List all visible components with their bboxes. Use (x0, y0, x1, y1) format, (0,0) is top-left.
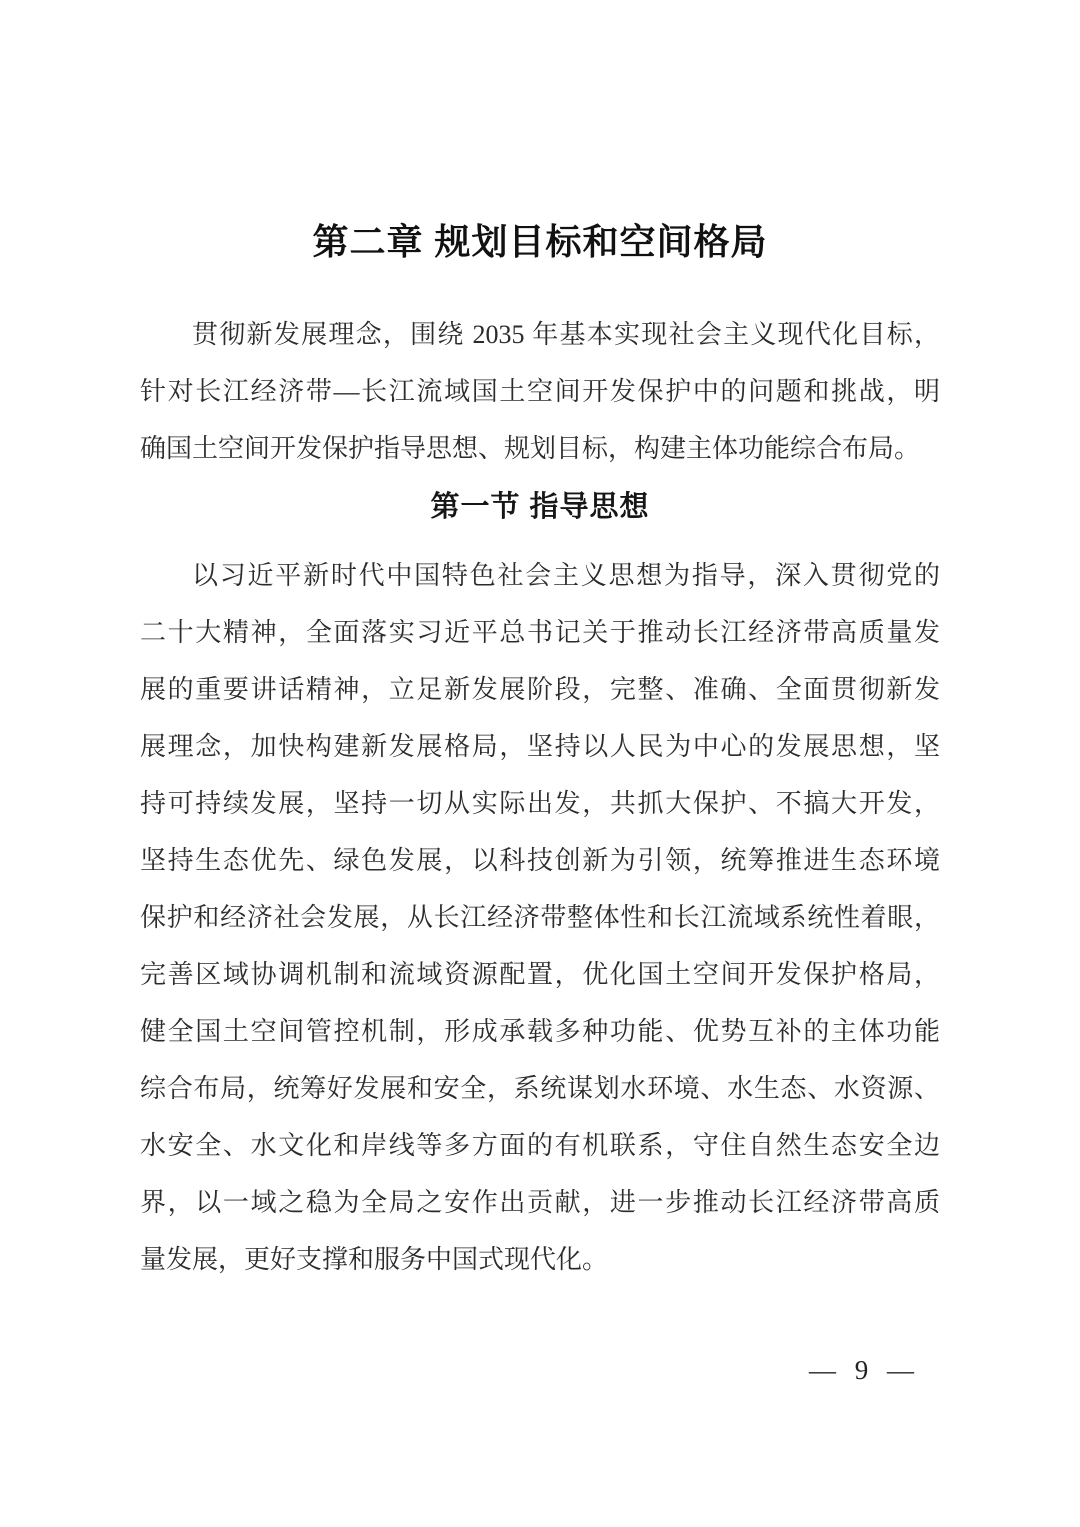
section-title: 第一节 指导思想 (430, 491, 650, 523)
text-line: 界，以一域之稳为全局之安作出贡献，进一步推动长江经济带高质 (140, 1188, 940, 1217)
text-line: 保护和经济社会发展，从长江经济带整体性和长江流域系统性着眼， (140, 903, 940, 932)
text-line: 展理念，加快构建新发展格局，坚持以人民为中心的发展思想，坚 (140, 732, 940, 761)
text-line: 量发展，更好支撑和服务中国式现代化。 (140, 1245, 609, 1274)
text-line: 持可持续发展，坚持一切从实际出发，共抓大保护、不搞大开发， (140, 789, 940, 818)
text-line: 完善区域协调机制和流域资源配置，优化国土空间开发保护格局， (140, 960, 940, 989)
text-line: 二十大精神，全面落实习近平总书记关于推动长江经济带高质量发 (140, 618, 940, 647)
guiding-ideology-paragraph (140, 547, 940, 1288)
text-line: 综合布局，统筹好发展和安全，系统谋划水环境、水生态、水资源、 (140, 1074, 940, 1103)
intro-paragraph (140, 306, 940, 477)
chapter-title: 第二章 规划目标和空间格局 (312, 221, 768, 262)
text-line: 针对长江经济带—长江流域国土空间开发保护中的问题和挑战，明 (140, 377, 940, 406)
text-line: 贯彻新发展理念，围绕 2035 年基本实现社会主义现代化目标， (192, 320, 940, 349)
text-line: 健全国土空间管控机制，形成承载多种功能、优势互补的主体功能 (140, 1017, 940, 1046)
text-line: 坚持生态优先、绿色发展，以科技创新为引领，统筹推进生态环境 (140, 846, 940, 875)
text-line: 水安全、水文化和岸线等多方面的有机联系，守住自然生态安全边 (140, 1131, 940, 1160)
text-line: 展的重要讲话精神，立足新发展阶段，完整、准确、全面贯彻新发 (140, 675, 940, 704)
page-number: — 9 — (809, 1355, 920, 1385)
text-line: 确国土空间开发保护指导思想、规划目标，构建主体功能综合布局。 (140, 434, 921, 463)
text-line: 以习近平新时代中国特色社会主义思想为指导，深入贯彻党的 (192, 561, 940, 590)
